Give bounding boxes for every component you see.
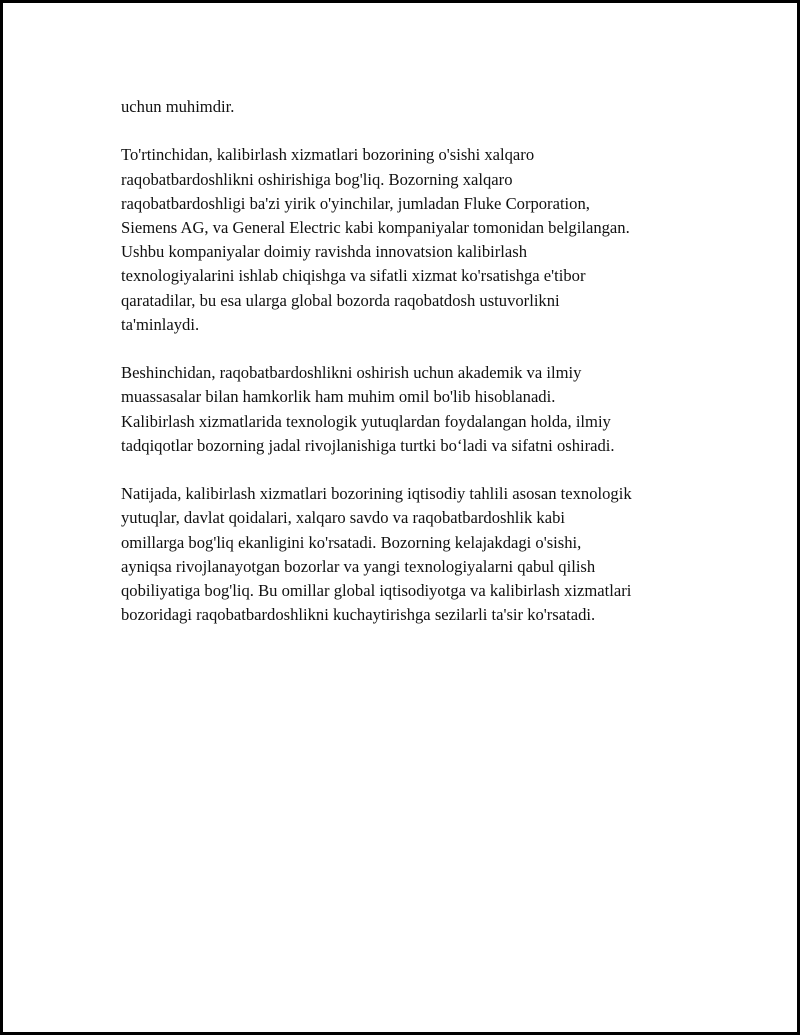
text-line: Beshinchidan, raqobatbardoshlikni oshirish uchun akademik va ilmiy: [121, 363, 582, 383]
paragraph-conclusion: [121, 482, 693, 627]
document-body: [121, 95, 693, 627]
paragraph-fifth-point: [121, 361, 693, 458]
text-line: Ushbu kompaniyalar doimiy ravishda innovatsion kalibirlash: [121, 242, 528, 262]
text-line: ta'minlaydi.: [121, 314, 200, 334]
text-line: Natijada, kalibirlash xizmatlari bozorining iqtisodiy tahlili asosan texnologik: [121, 484, 632, 504]
text-line: qaratadilar, bu esa ularga global bozorda raqobatdosh ustuvorlikni: [121, 290, 560, 310]
text-line: ayniqsa rivojlanayotgan bozorlar va yangi texnologiyalarni qabul qilish: [121, 556, 596, 576]
text-line: yutuqlar, davlat qoidalari, xalqaro savdo va raqobatbardoshlik kabi: [121, 508, 566, 528]
text-line: qobiliyatiga bog'liq. Bu omillar global iqtisodiyotga va kalibirlash xizmatlari: [121, 581, 632, 601]
text-line: tadqiqotlar bozorning jadal rivojlanishiga turtki bo‘ladi va sifatni oshiradi.: [121, 435, 615, 455]
text-line: raqobatbardoshligi ba'zi yirik o'yinchilar, jumladan Fluke Corporation,: [121, 193, 590, 213]
text-line: Siemens AG, va General Electric kabi kompaniyalar tomonidan belgilangan.: [121, 218, 630, 237]
text-line: uchun muhimdir.: [121, 97, 235, 116]
text-line: To'rtinchidan, kalibirlash xizmatlari bozorining o'sishi xalqaro: [121, 145, 535, 165]
paragraph-fourth-point: [121, 143, 693, 337]
text-line: bozoridagi raqobatbardoshlikni kuchaytirishga sezilarli ta'sir ko'rsatadi.: [121, 605, 596, 625]
text-line: raqobatbardoshlikni oshirishiga bog'liq. Bozorning xalqaro: [121, 169, 513, 189]
text-line: muassasalar bilan hamkorlik ham muhim omil bo'lib hisoblanadi.: [121, 387, 556, 407]
text-line: omillarga bog'liq ekanligini ko'rsatadi. Bozorning kelajakdagi o'sishi,: [121, 532, 582, 552]
text-line: texnologiyalarini ishlab chiqishga va sifatli xizmat ko'rsatishga e'tibor: [121, 266, 586, 286]
paragraph-continuation: [121, 95, 693, 119]
text-line: Kalibirlash xizmatlarida texnologik yutuqlardan foydalangan holda, ilmiy: [121, 411, 611, 431]
